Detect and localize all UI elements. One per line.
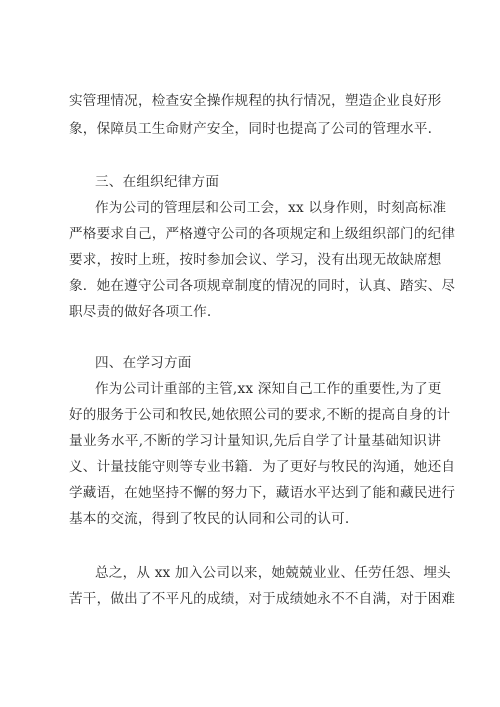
paragraph-2-line-4: 象．她在遵守公司各项规章制度的情况的同时，认真、踏实、尽 (69, 278, 456, 294)
paragraph-3-line-3: 量业务水平,不断的学习计量知识,先后自学了计量基础知识讲 (69, 433, 441, 449)
paragraph-3-line-1: 作为公司计重部的主管,xx 深知自己工作的重要性,为了更 (95, 381, 442, 397)
paragraph-2-line-1: 作为公司的管理层和公司工会，xx 以身作则，时刻高标准 (95, 200, 447, 216)
section-heading-study: 四、在学习方面 (95, 355, 192, 371)
paragraph-3-line-4: 义、计量技能守则等专业书籍．为了更好与牧民的沟通，她还自 (69, 459, 456, 475)
paragraph-2-line-5: 职尽责的做好各项工作. (69, 304, 212, 320)
paragraph-1-line-2: 象，保障员工生命财产安全，同时也提高了公司的管理水平. (69, 121, 433, 137)
paragraph-3-line-2: 好的服务于公司和牧民,她依照公司的要求,不断的提高自身的计 (69, 407, 451, 423)
paragraph-3-line-5: 学藏语，在她坚持不懈的努力下，藏语水平达到了能和藏民进行 (69, 485, 456, 501)
section-heading-discipline: 三、在组织纪律方面 (95, 174, 220, 190)
paragraph-4-line-1: 总之，从 xx 加入公司以来，她兢兢业业、任劳任怨、埋头 (95, 565, 451, 581)
paragraph-4-line-2: 苦干，做出了不平凡的成绩，对于成绩她永不不自满，对于困难 (69, 591, 456, 607)
paragraph-3-line-6: 基本的交流，得到了牧民的认同和公司的认可. (69, 511, 350, 527)
paragraph-2-line-3: 要求，按时上班，按时参加会议、学习，没有出现无故缺席想 (69, 252, 442, 268)
paragraph-1-line-1: 实管理情况，检查安全操作规程的执行情况，塑造企业良好形 (69, 93, 442, 109)
paragraph-2-line-2: 严格要求自己，严格遵守公司的各项规定和上级组织部门的纪律 (69, 226, 456, 242)
